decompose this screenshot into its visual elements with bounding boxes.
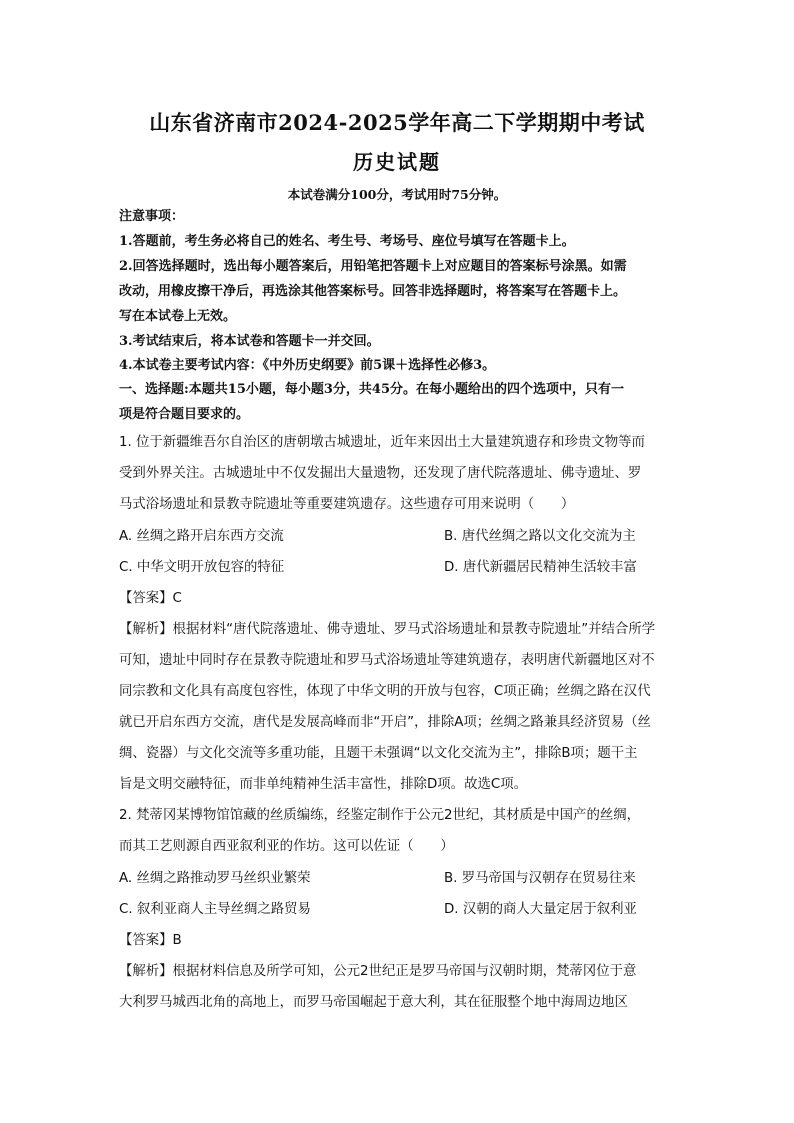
answer: 【答案】B <box>119 933 182 948</box>
option-c: C. 叙利亚商人主导丝绸之路贸易 <box>119 902 311 917</box>
option-c: C. 中华文明开放包容的特征 <box>119 560 285 575</box>
option-d: D. 唐代新疆居民精神生活较丰富 <box>444 560 637 575</box>
question-stem: 而其工艺则源自西亚叙利亚的作坊。这可以佐证（ ） <box>119 839 454 854</box>
subject-title: 历史试题 <box>353 150 441 174</box>
option-d: D. 汉朝的商人大量定居于叙利亚 <box>444 902 637 917</box>
notice-line: 2.回答选择题时，选出每小题答案后，用铅笔把答题卡上对应题目的答案标号涂黑。如需 <box>119 259 627 274</box>
section-heading: 一、选择题:本题共15小题，每小题3分，共45分。在每小题给出的四个选项中，只有一 <box>119 382 625 397</box>
question-stem: 1. 位于新疆维吾尔自治区的唐朝墩古城遗址，近年来因出土大量建筑遗存和珍贵文物等而 <box>119 435 645 450</box>
notice-line: 4.本试卷主要考试内容：《中外历史纲要》前5课＋选择性必修3。 <box>119 358 496 373</box>
question-stem: 2. 梵蒂冈某博物馆馆藏的丝质编练，经鉴定制作于公元2世纪，其材质是中国产的丝绸， <box>119 808 641 823</box>
exam-info: 本试卷满分100分，考试用时75分钟。 <box>287 187 507 202</box>
notice-line: 3.考试结束后，将本试卷和答题卡一并交回。 <box>119 334 380 349</box>
analysis-line: 同宗教和文化具有高度包容性，体现了中华文明的开放与包容，C项正确；丝绸之路在汉代 <box>119 684 651 699</box>
notice-heading: 注意事项： <box>119 209 185 224</box>
option-a: A. 丝绸之路推动罗马丝织业繁荣 <box>119 871 311 886</box>
option-a: A. 丝绸之路开启东西方交流 <box>119 529 284 544</box>
analysis-line: 就已开启东西方交流，唐代是发展高峰而非“开启”，排除A项；丝绸之路兼具经济贸易（丝 <box>119 715 651 730</box>
question-stem: 马式浴场遗址和景教寺院遗址等重要建筑遗存。这些遗存可用来说明（ ） <box>119 497 575 512</box>
analysis-line: 可知，遗址中同时存在景教寺院遗址和罗马式浴场遗址等建筑遗存，表明唐代新疆地区对不 <box>119 653 655 668</box>
notice-line: 改动，用橡皮擦干净后，再选涂其他答案标号。回答非选择题时，将答案写在答题卡上。 <box>119 284 627 299</box>
analysis-line: 旨是文明交融特征，而非单纯精神生活丰富性，排除D项。故选C项。 <box>119 777 527 792</box>
analysis-line: 绸、瓷器）与文化交流等多重功能，且题干未强调“以文化交流为主”，排除B项；题干主 <box>119 746 638 761</box>
answer: 【答案】C <box>119 591 182 606</box>
analysis-line: 【解析】根据材料“唐代院落遗址、佛寺遗址、罗马式浴场遗址和景教寺院遗址”并结合所学 <box>119 622 656 637</box>
section-heading: 项是符合题目要求的。 <box>119 407 250 422</box>
option-b: B. 唐代丝绸之路以文化交流为主 <box>444 529 636 544</box>
question-stem: 受到外界关注。古城遗址中不仅发掘出大量遗物，还发现了唐代院落遗址、佛寺遗址、罗 <box>119 466 642 481</box>
analysis-line: 【解析】根据材料信息及所学可知，公元2世纪正是罗马帝国与汉朝时期，梵蒂冈位于意 <box>119 964 637 979</box>
notice-line: 1.答题前，考生务必将自己的姓名、考生号、考场号、座位号填写在答题卡上。 <box>119 234 575 249</box>
option-b: B. 罗马帝国与汉朝存在贸易往来 <box>444 871 636 886</box>
notice-line: 写在本试卷上无效。 <box>119 309 237 324</box>
analysis-line: 大利罗马城西北角的高地上，而罗马帝国崛起于意大利，其在征服整个地中海周边地区 <box>119 995 628 1010</box>
exam-title: 山东省济南市2024-2025学年高二下学期期中考试 <box>149 110 645 135</box>
